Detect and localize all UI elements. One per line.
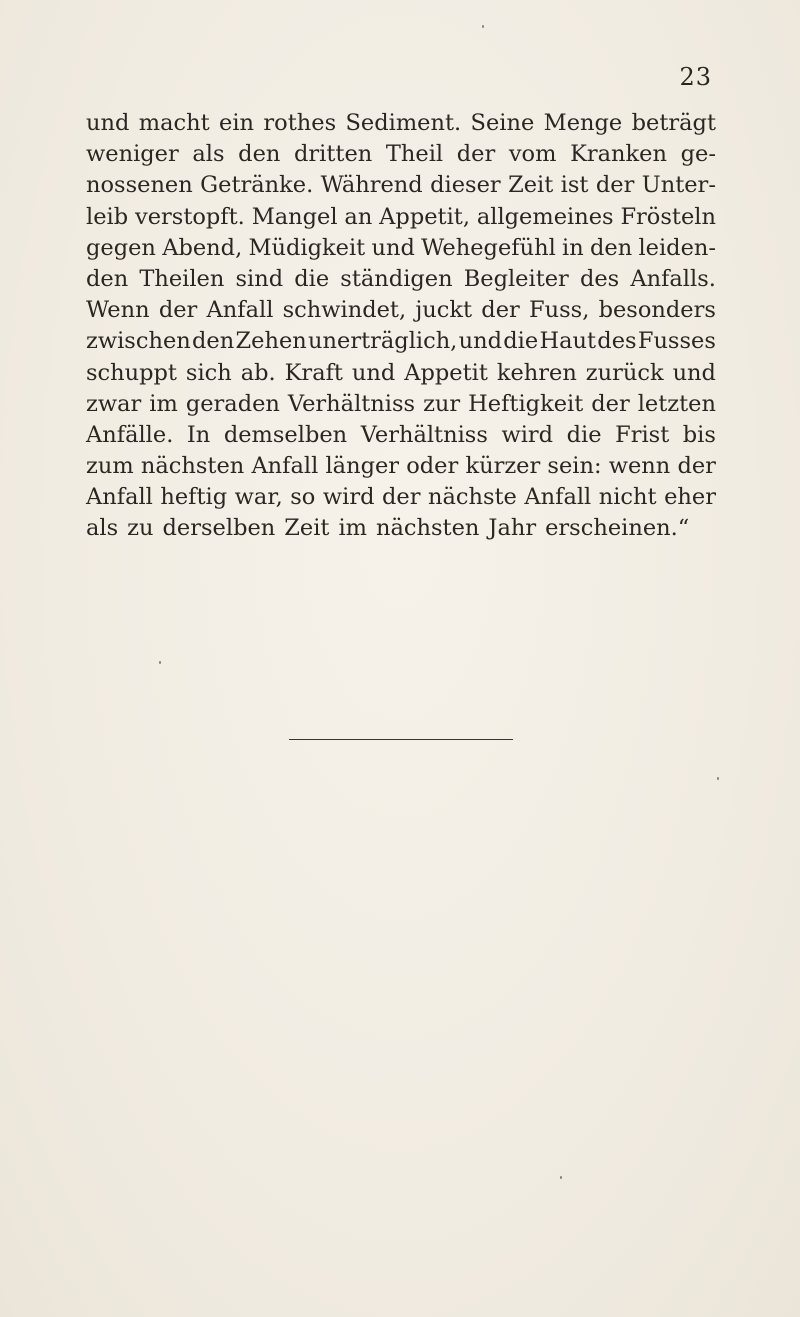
text-line: Anfall heftig war, so wird der nächste Anfall nicht eher xyxy=(86,484,716,511)
text-line: zwischen den Zehen unerträglich, und die Haut des Fusses xyxy=(86,328,716,355)
text-line: leib verstopft. Mangel an Appetit, allgemeines Frösteln xyxy=(86,203,716,230)
text-line: als zu derselben Zeit im nächsten Jahr erscheinen.“ xyxy=(86,515,690,542)
paper-speck xyxy=(560,1176,562,1179)
paper-speck xyxy=(159,661,161,664)
text-line: schuppt sich ab. Kraft und Appetit kehren zurück und xyxy=(86,359,716,386)
text-line: nossenen Getränke. Während dieser Zeit ist der Unter- xyxy=(86,172,716,199)
text-line: weniger als den dritten Theil der vom Kranken ge- xyxy=(86,141,716,168)
section-divider xyxy=(289,739,513,740)
text-line: gegen Abend, Müdigkeit und Wehegefühl in den leiden- xyxy=(86,234,716,261)
paper-speck xyxy=(482,25,484,28)
text-line: den Theilen sind die ständigen Begleiter des Anfalls. xyxy=(86,265,716,292)
text-line: zwar im geraden Verhältniss zur Heftigkeit der letzten xyxy=(86,390,716,417)
text-line: Wenn der Anfall schwindet, juckt der Fuss, besonders xyxy=(86,297,716,324)
text-line: zum nächsten Anfall länger oder kürzer sein: wenn der xyxy=(86,453,716,480)
text-line: Anfälle. In demselben Verhältniss wird die Frist bis xyxy=(86,421,716,448)
page-number: 23 xyxy=(679,63,712,91)
body-text xyxy=(86,108,716,545)
text-line: und macht ein rothes Sediment. Seine Menge beträgt xyxy=(86,110,716,136)
paper-speck xyxy=(717,777,719,780)
